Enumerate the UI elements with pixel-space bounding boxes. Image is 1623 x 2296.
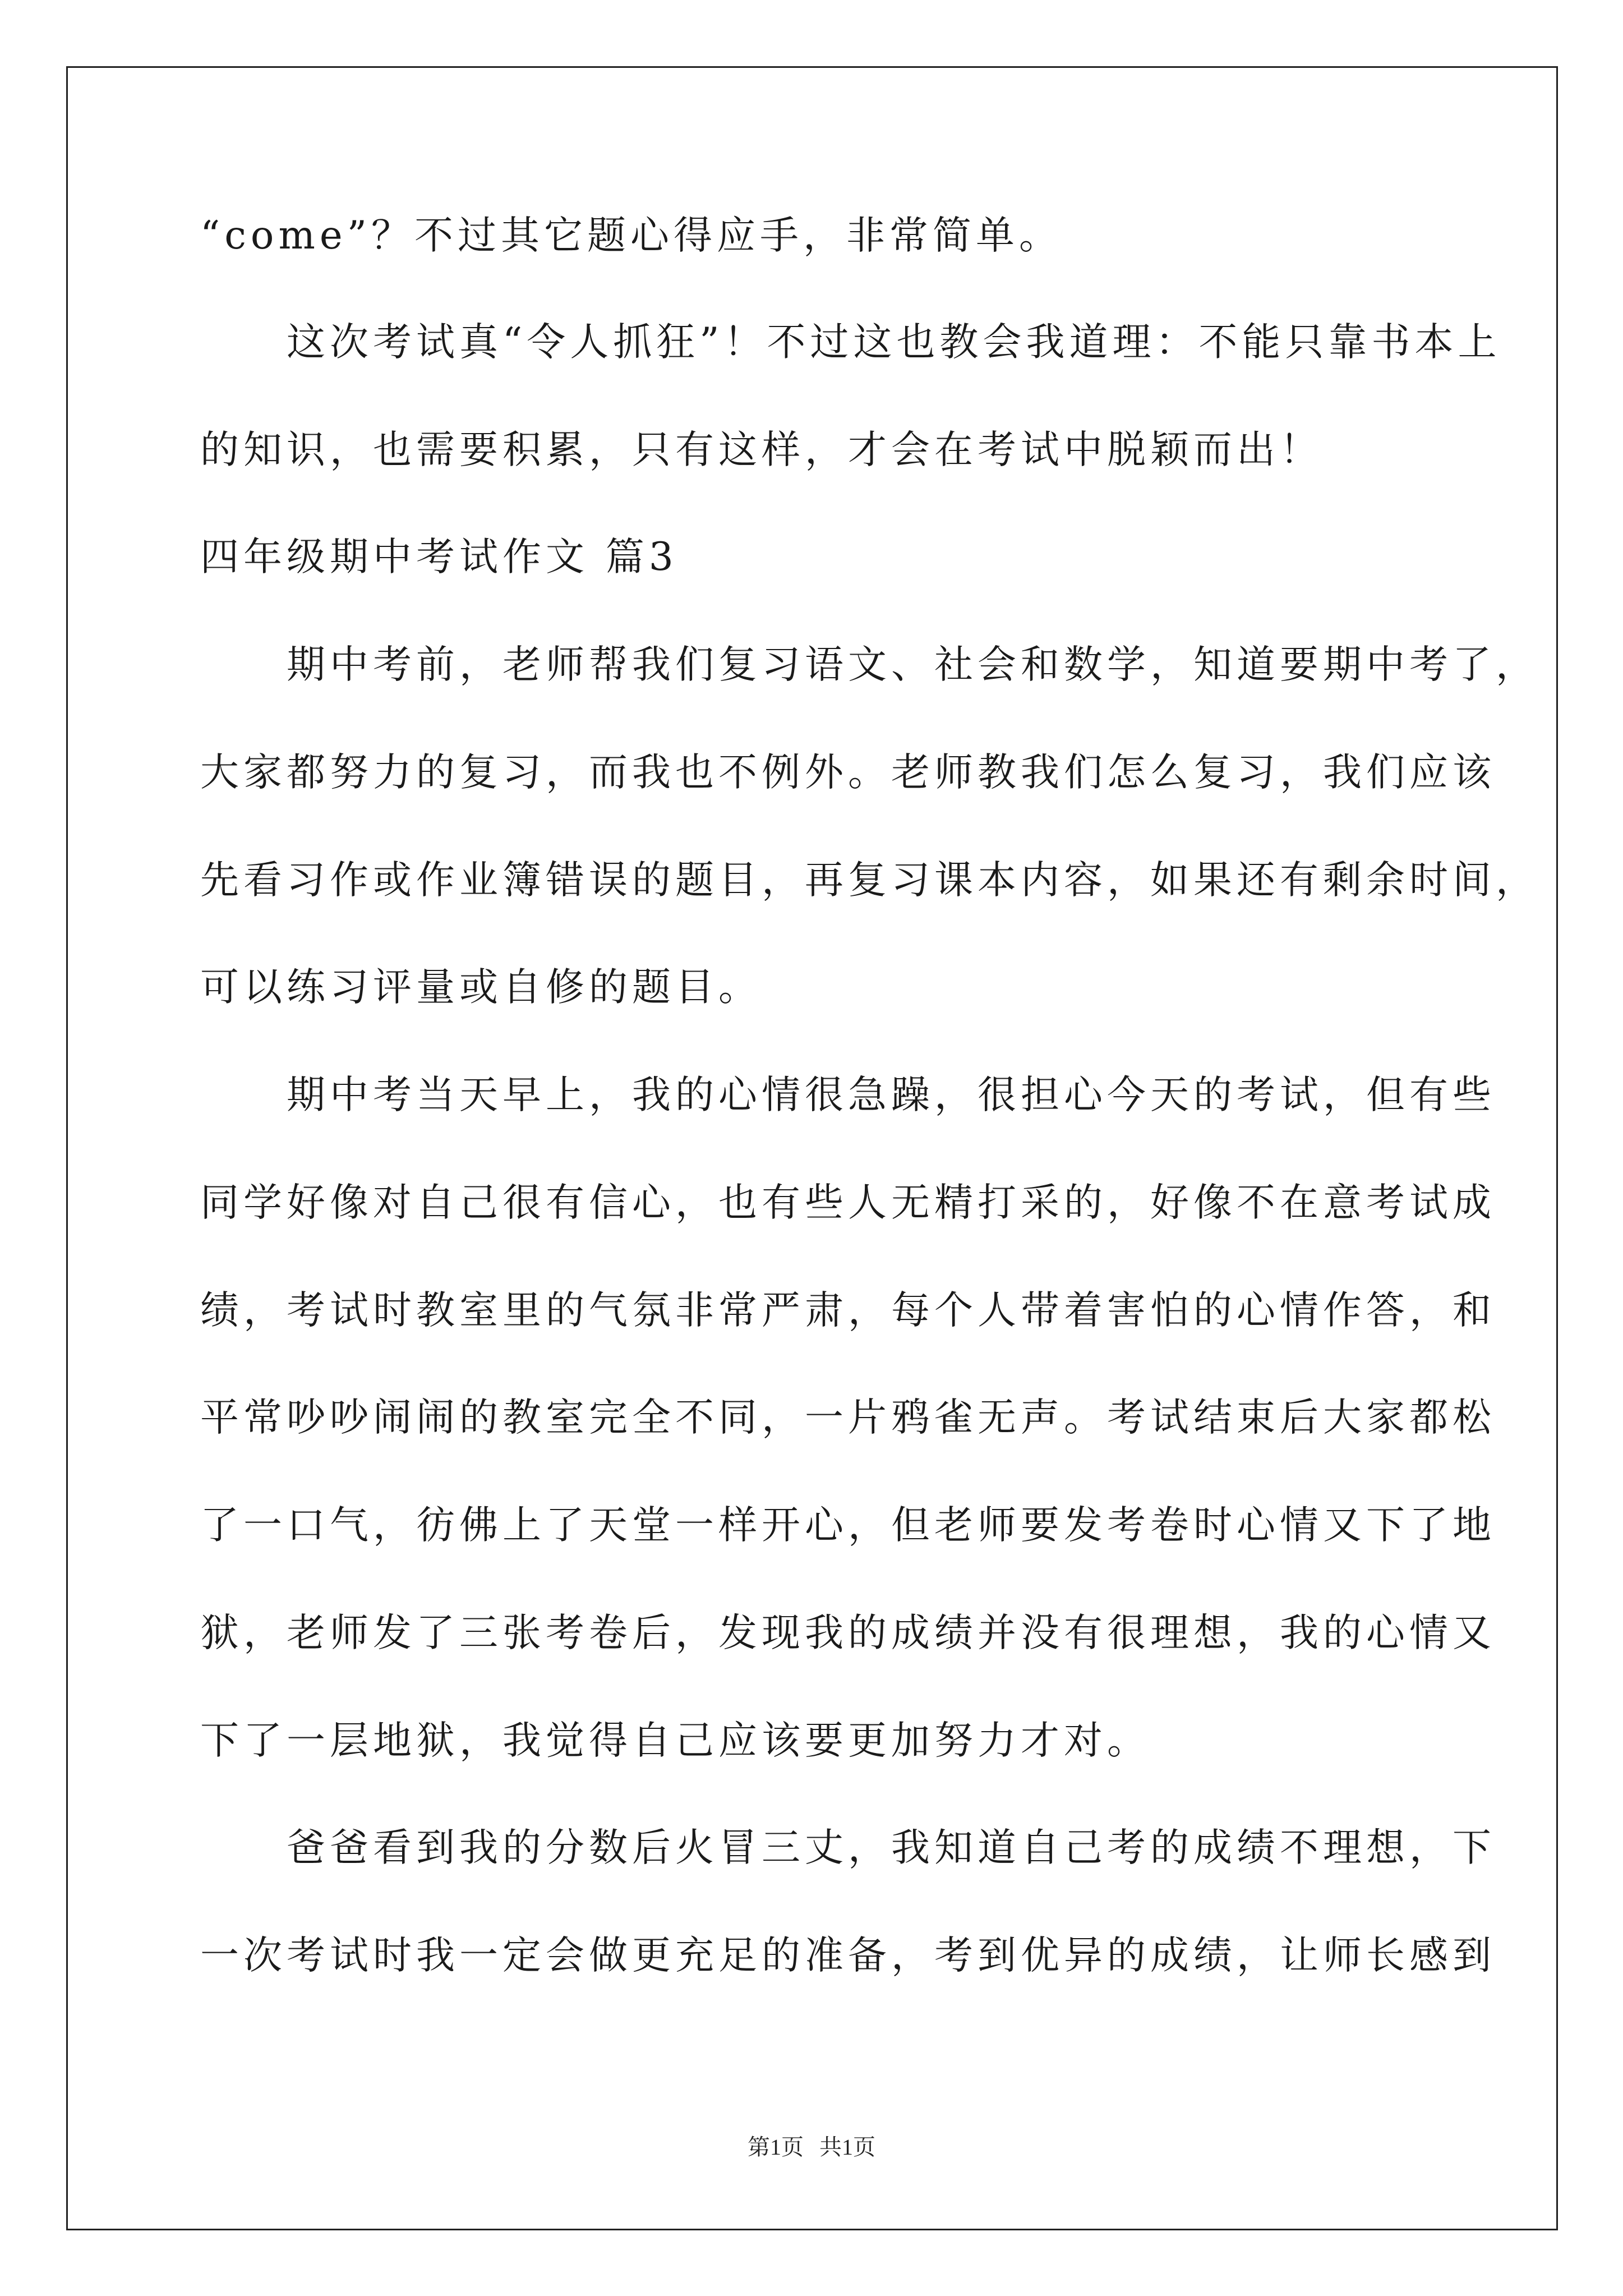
text-line: 大家都努力的复习，而我也不例外。老师教我们怎么复习，我们应该 [200,750,1496,795]
text-line: 绩，考试时教室里的气氛非常严肃，每个人带着害怕的心情作答，和 [200,1288,1496,1333]
text-line: 这次考试真“令人抓狂”！不过这也教会我道理：不能只靠书本上 [200,320,1501,365]
text-line: 一次考试时我一定会做更充足的准备，考到优异的成绩，让师长感到 [200,1933,1496,1978]
page-total: 共1页 [819,2134,875,2160]
text-line: 了一口气，彷佛上了天堂一样开心，但老师要发考卷时心情又下了地 [200,1503,1496,1548]
text-line: “come”？不过其它题心得应手，非常简单。 [200,213,1062,258]
text-line: 平常吵吵闹闹的教室完全不同，一片鸦雀无声。考试结束后大家都松 [200,1395,1496,1440]
text-line: 下了一层地狱，我觉得自己应该要更加努力才对。 [200,1718,1150,1763]
page-number: 第1页 [748,2134,804,2160]
text-line: 期中考当天早上，我的心情很急躁，很担心今天的考试，但有些 [200,1073,1496,1117]
text-line: 期中考前，老师帮我们复习语文、社会和数学，知道要期中考了， [200,642,1539,687]
text-line: 狱，老师发了三张考卷后，发现我的成绩并没有很理想，我的心情又 [200,1611,1496,1655]
text-line: 爸爸看到我的分数后火冒三丈，我知道自己考的成绩不理想，下 [200,1825,1496,1870]
page-footer [0,2131,1623,2164]
text-line: 可以练习评量或自修的题目。 [200,965,762,1010]
text-line: 先看习作或作业簿错误的题目，再复习课本内容，如果还有剩余时间， [200,858,1539,903]
page-border [66,66,1558,2230]
section-heading: 四年级期中考试作文 篇3 [200,535,678,579]
text-line: 的知识，也需要积累，只有这样，才会在考试中脱颖而出！ [200,427,1323,472]
text-line: 同学好像对自己很有信心，也有些人无精打采的，好像不在意考试成 [200,1180,1496,1225]
